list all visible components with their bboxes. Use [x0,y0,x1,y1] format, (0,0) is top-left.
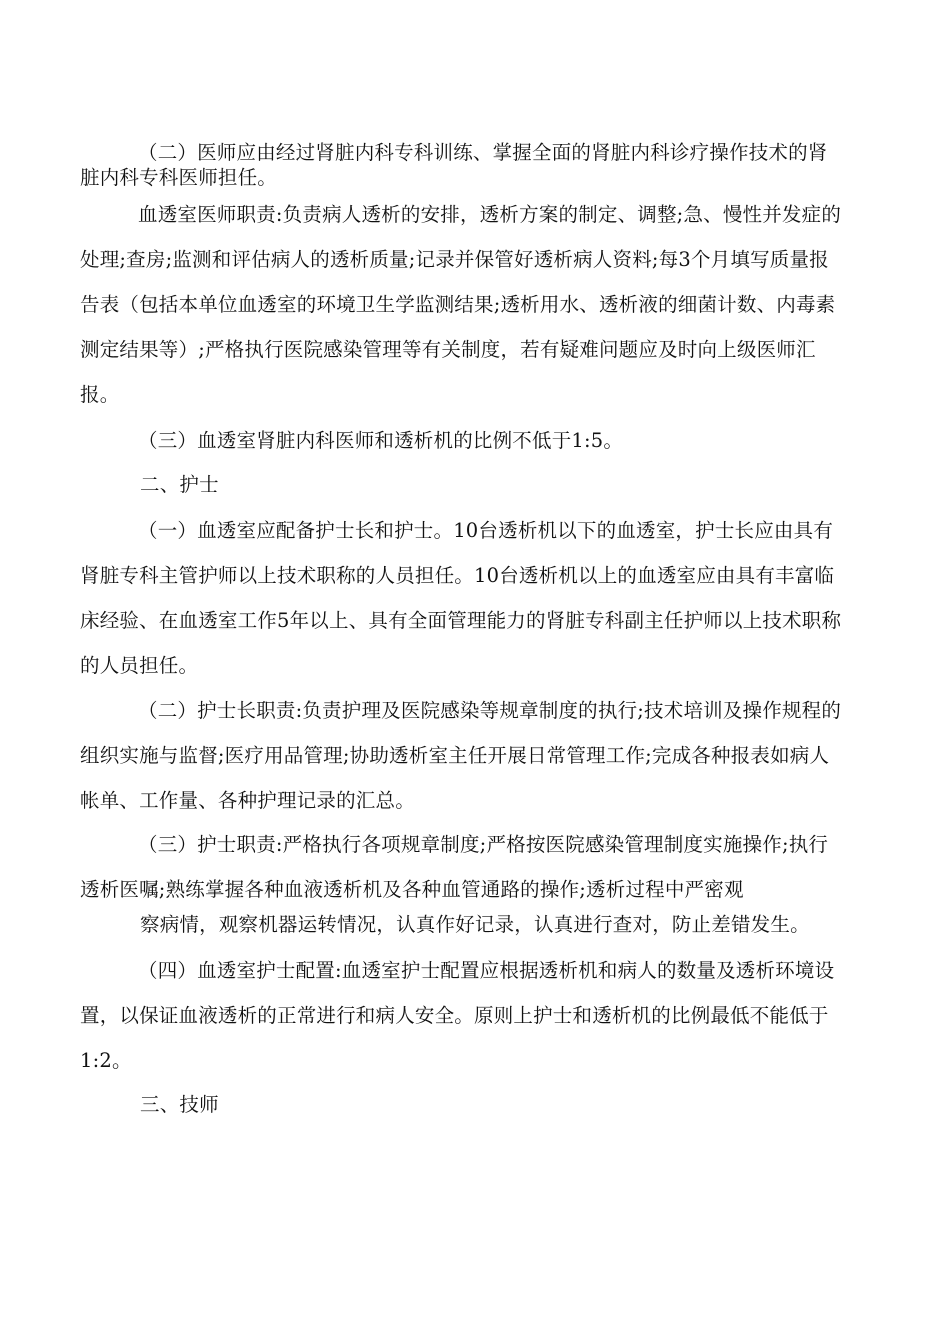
paragraph-physician-qualification: （二）医师应由经过肾脏内科专科训练、掌握全面的肾脏内科诊疗操作技术的肾脏内科专科医师担任。 [80,141,828,189]
section-heading-technicians: 三、技师 [140,1093,219,1116]
paragraph-physician-duties: 血透室医师职责:负责病人透析的安排，透析方案的制定、调整;急、慢性并发症的处理;查房;监测和评估病人的透析质量;记录并保管好透析病人资料;每3个月填写质量报告表（包括本单位血透室的环境卫生学监测结果;透析用水、透析液的细菌计数、内毒素测定结果等）;严格执行医院感染管理等有关制度，若有疑难问题应及时向上级医师汇报。 [80,203,842,406]
paragraph-nurse-duties-continued: 察病情，观察机器运转情况，认真作好记录，认真进行查对，防止差错发生。 [140,913,810,936]
paragraph-nurse-staffing: （四）血透室护士配置:血透室护士配置应根据透析机和病人的数量及透析环境设置，以保证血液透析的正常进行和病人安全。原则上护士和透析机的比例最低不能低于1:2。 [80,959,835,1072]
paragraph-physician-ratio: （三）血透室肾脏内科医师和透析机的比例不低于1:5。 [138,429,624,452]
paragraph-head-nurse-qualification: （一）血透室应配备护士长和护士。10台透析机以下的血透室，护士长应由具有肾脏专科主管护师以上技术职称的人员担任。10台透析机以上的血透室应由具有丰富临床经验、在血透室工作5年以上、具有全面管理能力的肾脏专科副主任护师以上技术职称的人员担任。 [80,519,842,677]
section-heading-nurses: 二、护士 [140,473,219,496]
paragraph-nurse-duties: （三）护士职责:严格执行各项规章制度;严格按医院感染管理制度实施操作;执行透析医嘱;熟练掌握各种血液透析机及各种血管通路的操作;透析过程中严密观 [80,833,829,901]
paragraph-head-nurse-duties: （二）护士长职责:负责护理及医院感染等规章制度的执行;技术培训及操作规程的组织实施与监督;医疗用品管理;协助透析室主任开展日常管理工作;完成各种报表如病人帐单、工作量、各种护理记录的汇总。 [80,699,842,812]
